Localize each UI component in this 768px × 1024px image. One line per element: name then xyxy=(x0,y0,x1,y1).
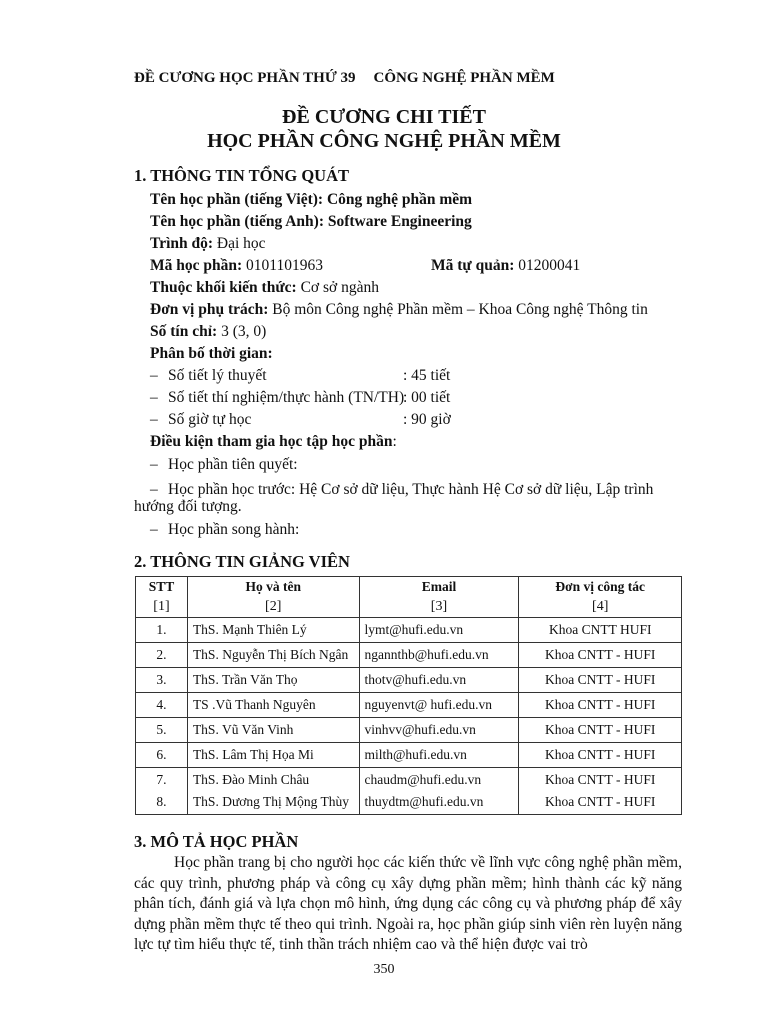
lecturer-table xyxy=(135,576,682,815)
responsible-unit-value: Bộ môn Công nghệ Phần mềm – Khoa Công nghệ Thông tin xyxy=(272,301,648,318)
dash: – xyxy=(150,367,158,384)
responsible-unit-label: Đơn vị phụ trách: xyxy=(150,301,273,318)
condition-item xyxy=(150,456,298,474)
course-code-label: Mã học phần: xyxy=(150,257,247,274)
row-email: thuydtm@hufi.edu.vn xyxy=(364,794,484,809)
row-unit: Khoa CNTT - HUFI xyxy=(519,743,682,768)
row-email: nguyenvt@ hufi.edu.vn xyxy=(359,693,519,718)
row-email: vinhvv@hufi.edu.vn xyxy=(359,718,519,743)
row-unit: Khoa CNTT HUFI xyxy=(519,618,682,643)
self-code-label: Mã tự quản: xyxy=(431,257,519,274)
row-unit: Khoa CNTT - HUFI xyxy=(545,794,656,809)
conditions xyxy=(150,433,397,451)
column-header: Họ và tên xyxy=(187,577,359,598)
responsible-unit xyxy=(150,301,648,319)
row-name: ThS. Vũ Văn Vinh xyxy=(187,718,359,743)
self-code xyxy=(431,257,580,275)
course-name-vi-value: Công nghệ phần mềm xyxy=(326,191,473,208)
level-value: Đại học xyxy=(216,235,266,252)
row-email: thotv@hufi.edu.vn xyxy=(359,668,519,693)
row-stt: 2. xyxy=(136,643,188,668)
row-stt: 6. xyxy=(136,743,188,768)
conditions-colon: : xyxy=(392,433,397,450)
time-item-label: Số tiết lý thuyết xyxy=(168,367,267,384)
time-item xyxy=(150,411,251,429)
row-stt-group xyxy=(136,768,188,815)
time-item xyxy=(150,367,267,385)
row-unit-group xyxy=(519,768,682,815)
dash: – xyxy=(150,481,158,498)
table-colnum-row xyxy=(136,597,682,618)
conditions-label: Điều kiện tham gia học tập học phần xyxy=(150,433,393,450)
credits-value: 3 (3, 0) xyxy=(221,323,267,340)
header-left: ĐỀ CƯƠNG HỌC PHẦN THỨ 39 xyxy=(134,70,356,86)
row-stt: 3. xyxy=(136,668,188,693)
column-number: [3] xyxy=(359,597,519,618)
time-item-value: : 90 giờ xyxy=(403,411,451,428)
table-row xyxy=(136,718,682,743)
condition-text: Học phần học trước: Hệ Cơ sở dữ liệu, Thực hành Hệ Cơ sở dữ liệu, Lập trình xyxy=(168,481,654,498)
table-row xyxy=(136,693,682,718)
row-unit: Khoa CNTT - HUFI xyxy=(545,772,656,787)
page-number: 350 xyxy=(373,962,395,977)
column-number: [1] xyxy=(136,597,188,618)
condition-text: Học phần song hành: xyxy=(168,521,300,538)
document-title-line1: ĐỀ CƯƠNG CHI TIẾT xyxy=(282,106,486,128)
level xyxy=(150,235,266,253)
condition-item xyxy=(150,521,299,539)
row-stt: 4. xyxy=(136,693,188,718)
time-item-value: : 00 tiết xyxy=(403,389,451,406)
row-name: ThS. Nguyễn Thị Bích Ngân xyxy=(187,643,359,668)
course-name-en-value: Software Engineering xyxy=(327,213,472,230)
knowledge-block-value: Cơ sở ngành xyxy=(300,279,379,296)
knowledge-block-label: Thuộc khối kiến thức: xyxy=(150,279,301,296)
row-unit: Khoa CNTT - HUFI xyxy=(519,668,682,693)
section3-heading: 3. MÔ TẢ HỌC PHẦN xyxy=(134,832,299,851)
self-code-value: 01200041 xyxy=(518,257,581,274)
time-item xyxy=(150,389,404,407)
row-stt: 8. xyxy=(156,794,167,809)
row-email: chaudm@hufi.edu.vn xyxy=(364,772,482,787)
running-header xyxy=(134,70,555,87)
condition-text: Học phần tiên quyết: xyxy=(168,456,298,473)
credits-label: Số tín chỉ: xyxy=(150,323,222,340)
course-name-en-label: Tên học phần (tiếng Anh): xyxy=(150,213,328,230)
table-row xyxy=(136,643,682,668)
table-header-row xyxy=(136,577,682,598)
row-unit: Khoa CNTT - HUFI xyxy=(519,643,682,668)
course-code-value: 0101101963 xyxy=(246,257,323,274)
time-item-label: Số tiết thí nghiệm/thực hành (TN/TH) xyxy=(168,389,405,406)
column-header: Đơn vị công tác xyxy=(519,577,682,598)
table-row xyxy=(136,668,682,693)
row-stt: 7. xyxy=(156,772,167,787)
table-row xyxy=(136,618,682,643)
course-name-vi-label: Tên học phần (tiếng Việt): xyxy=(150,191,327,208)
row-name: ThS. Dương Thị Mộng Thùy xyxy=(192,794,350,809)
table-row xyxy=(136,743,682,768)
knowledge-block xyxy=(150,279,379,297)
row-stt: 5. xyxy=(136,718,188,743)
row-unit: Khoa CNTT - HUFI xyxy=(519,693,682,718)
row-name: TS .Vũ Thanh Nguyên xyxy=(187,693,359,718)
row-name: ThS. Trần Văn Thọ xyxy=(187,668,359,693)
course-name-en xyxy=(150,213,472,231)
dash: – xyxy=(150,389,158,406)
time-item-label: Số giờ tự học xyxy=(168,411,252,428)
column-number: [2] xyxy=(187,597,359,618)
document-title-line2: HỌC PHẦN CÔNG NGHỆ PHẦN MỀM xyxy=(207,130,561,152)
dash: – xyxy=(150,411,158,428)
row-email-group xyxy=(359,768,519,815)
dash: – xyxy=(150,521,158,538)
section2-heading: 2. THÔNG TIN GIẢNG VIÊN xyxy=(134,552,350,571)
row-name: ThS. Lâm Thị Họa Mi xyxy=(187,743,359,768)
course-description: Học phần trang bị cho người học các kiến thức về lĩnh vực công nghệ phần mềm, các quy trình, phương pháp và công cụ xây dựng phần mềm; hình thành các kỹ năng phân tích, đánh giá và lựa chọn mô hình, ứng dụng các công cụ và phương pháp để xây dựng phần mềm thực tế theo qui trình. Ngoài ra, học phần giúp sinh viên rèn luyện năng lực tự tìm hiểu thực tế, tinh thần trách nhiệm cao và thể hiện được vai trò xyxy=(134,854,682,953)
column-header: STT xyxy=(136,577,188,598)
row-name: ThS. Đào Minh Châu xyxy=(192,772,310,787)
table-row xyxy=(136,768,682,815)
row-name: ThS. Mạnh Thiên Lý xyxy=(187,618,359,643)
credits xyxy=(150,323,266,341)
row-stt: 1. xyxy=(136,618,188,643)
condition-continuation: hướng đối tượng. xyxy=(134,498,242,515)
time-allocation-label: Phân bố thời gian: xyxy=(150,345,273,362)
header-right: CÔNG NGHỆ PHẦN MỀM xyxy=(373,70,555,86)
condition-item xyxy=(150,481,653,499)
course-name-vi xyxy=(150,191,472,209)
time-item-value: : 45 tiết xyxy=(403,367,451,384)
level-label: Trình độ: xyxy=(150,235,217,252)
row-email: lymt@hufi.edu.vn xyxy=(359,618,519,643)
column-header: Email xyxy=(359,577,519,598)
section1-heading: 1. THÔNG TIN TỔNG QUÁT xyxy=(134,166,350,185)
row-unit: Khoa CNTT - HUFI xyxy=(519,718,682,743)
dash: – xyxy=(150,456,158,473)
column-number: [4] xyxy=(519,597,682,618)
row-email: milth@hufi.edu.vn xyxy=(359,743,519,768)
course-code xyxy=(150,257,323,275)
row-email: ngannthb@hufi.edu.vn xyxy=(359,643,519,668)
row-name-group xyxy=(187,768,359,815)
